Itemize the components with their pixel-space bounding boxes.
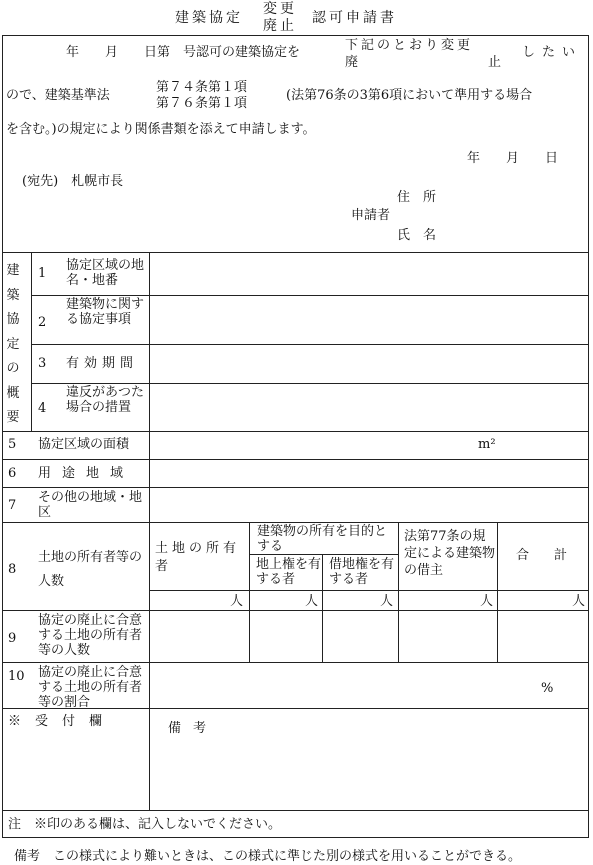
title-right: 認可申請書 [312, 10, 397, 26]
ratio-unit: % [541, 681, 554, 696]
rule [497, 522, 498, 662]
intro-line1-end: したい [522, 45, 583, 60]
footer-remark: 備考 この様式により難いときは、この様式に準じた別の様式を用いることができる。 [14, 849, 522, 864]
row-6-number: 6 [8, 466, 17, 481]
row-3-label: 有効期間 [66, 356, 139, 371]
reception-label: ※受付欄 [8, 714, 117, 729]
col-lease-right: 借地権を有する者 [329, 557, 395, 587]
note: 注 ※印のある欄は、記入しないでください。 [8, 817, 282, 832]
row-9-number: 9 [8, 631, 17, 646]
row-9-label: 協定の廃止に合意する土地の所有者等の人数 [38, 613, 143, 658]
rule [2, 487, 589, 488]
rule [31, 252, 32, 431]
rule [2, 459, 589, 460]
row-8-number: 8 [8, 562, 17, 577]
unit-surface-right: 人 [305, 594, 319, 609]
row-1-number: 1 [38, 266, 47, 281]
row-5-label: 協定区域の面積 [38, 437, 130, 452]
rule [249, 522, 250, 662]
title-option-change: 変更 [263, 1, 297, 17]
outline-vertical-label: 建 築 協 定 の 概 要 [6, 263, 20, 425]
intro-article-74: 第７４条第１項 [156, 80, 248, 95]
col-article77: 法第77条の規定による建築物の借主 [404, 529, 496, 578]
unit-lease-right: 人 [380, 594, 394, 609]
applicant-label: 申請者 [351, 208, 391, 223]
col-total: 合計 [516, 548, 593, 563]
rule [249, 554, 398, 555]
intro-option-change: 下記のとおり変更 [345, 38, 474, 53]
intro-line2: ので、建築基準法 [6, 88, 110, 103]
title-option-abolish: 廃止 [263, 18, 297, 34]
row-10-label: 協定の廃止に合意する土地の所有者等の割合 [38, 665, 143, 710]
row-4-label: 違反があつた場合の措置 [66, 385, 145, 415]
title-left: 建築協定 [175, 10, 243, 26]
col-land-owner: 土地の所有者 [155, 541, 241, 574]
area-unit: m² [478, 437, 496, 452]
rule [398, 522, 399, 662]
rule [2, 431, 589, 432]
row-5-number: 5 [8, 437, 17, 452]
intro-article-76: 第７６条第１項 [156, 96, 248, 111]
col-building-purpose: 建築物の所有を目的とする [257, 524, 388, 554]
row-7-number: 7 [8, 498, 17, 513]
addressee: (宛先) 札幌市長 [22, 174, 124, 189]
rule [2, 610, 589, 611]
rule [2, 810, 589, 811]
remarks-label: 備考 [168, 721, 219, 736]
intro-option-abolish: 廃 止 [345, 55, 502, 70]
rule [31, 383, 589, 384]
name-label: 氏 名 [397, 228, 437, 243]
rule [2, 522, 589, 523]
row-6-label: 用途地域 [38, 466, 135, 481]
intro-line1: 年 月 日第 号認可の建築協定を [66, 45, 301, 60]
row-2-number: 2 [38, 315, 47, 330]
row-7-label: その他の地域・地区 [38, 490, 143, 520]
unit-article77: 人 [480, 594, 494, 609]
rule [2, 252, 589, 253]
rule [31, 295, 589, 296]
rule [31, 344, 589, 345]
row-10-number: 10 [8, 669, 25, 684]
intro-line3: を含む。)の規定により関係書類を添えて申請します。 [6, 122, 316, 137]
unit-total: 人 [572, 594, 586, 609]
col-surface-right: 地上権を有する者 [256, 557, 322, 587]
address-label: 住 所 [397, 190, 437, 205]
row-4-number: 4 [38, 401, 47, 416]
row-3-number: 3 [38, 356, 47, 371]
rule [149, 590, 589, 591]
row-8-label: 土地の所有者等の人数 [38, 550, 143, 589]
application-date: 年 月 日 [467, 151, 559, 166]
row-2-label: 建築物に関する協定事項 [66, 297, 145, 327]
rule [2, 662, 589, 663]
intro-line2-end: (法第76条の3第6項において準用する場合 [286, 88, 533, 103]
unit-land-owner: 人 [230, 594, 244, 609]
rule [322, 554, 323, 662]
rule [149, 252, 150, 810]
row-1-label: 協定区域の地名・地番 [66, 258, 145, 288]
